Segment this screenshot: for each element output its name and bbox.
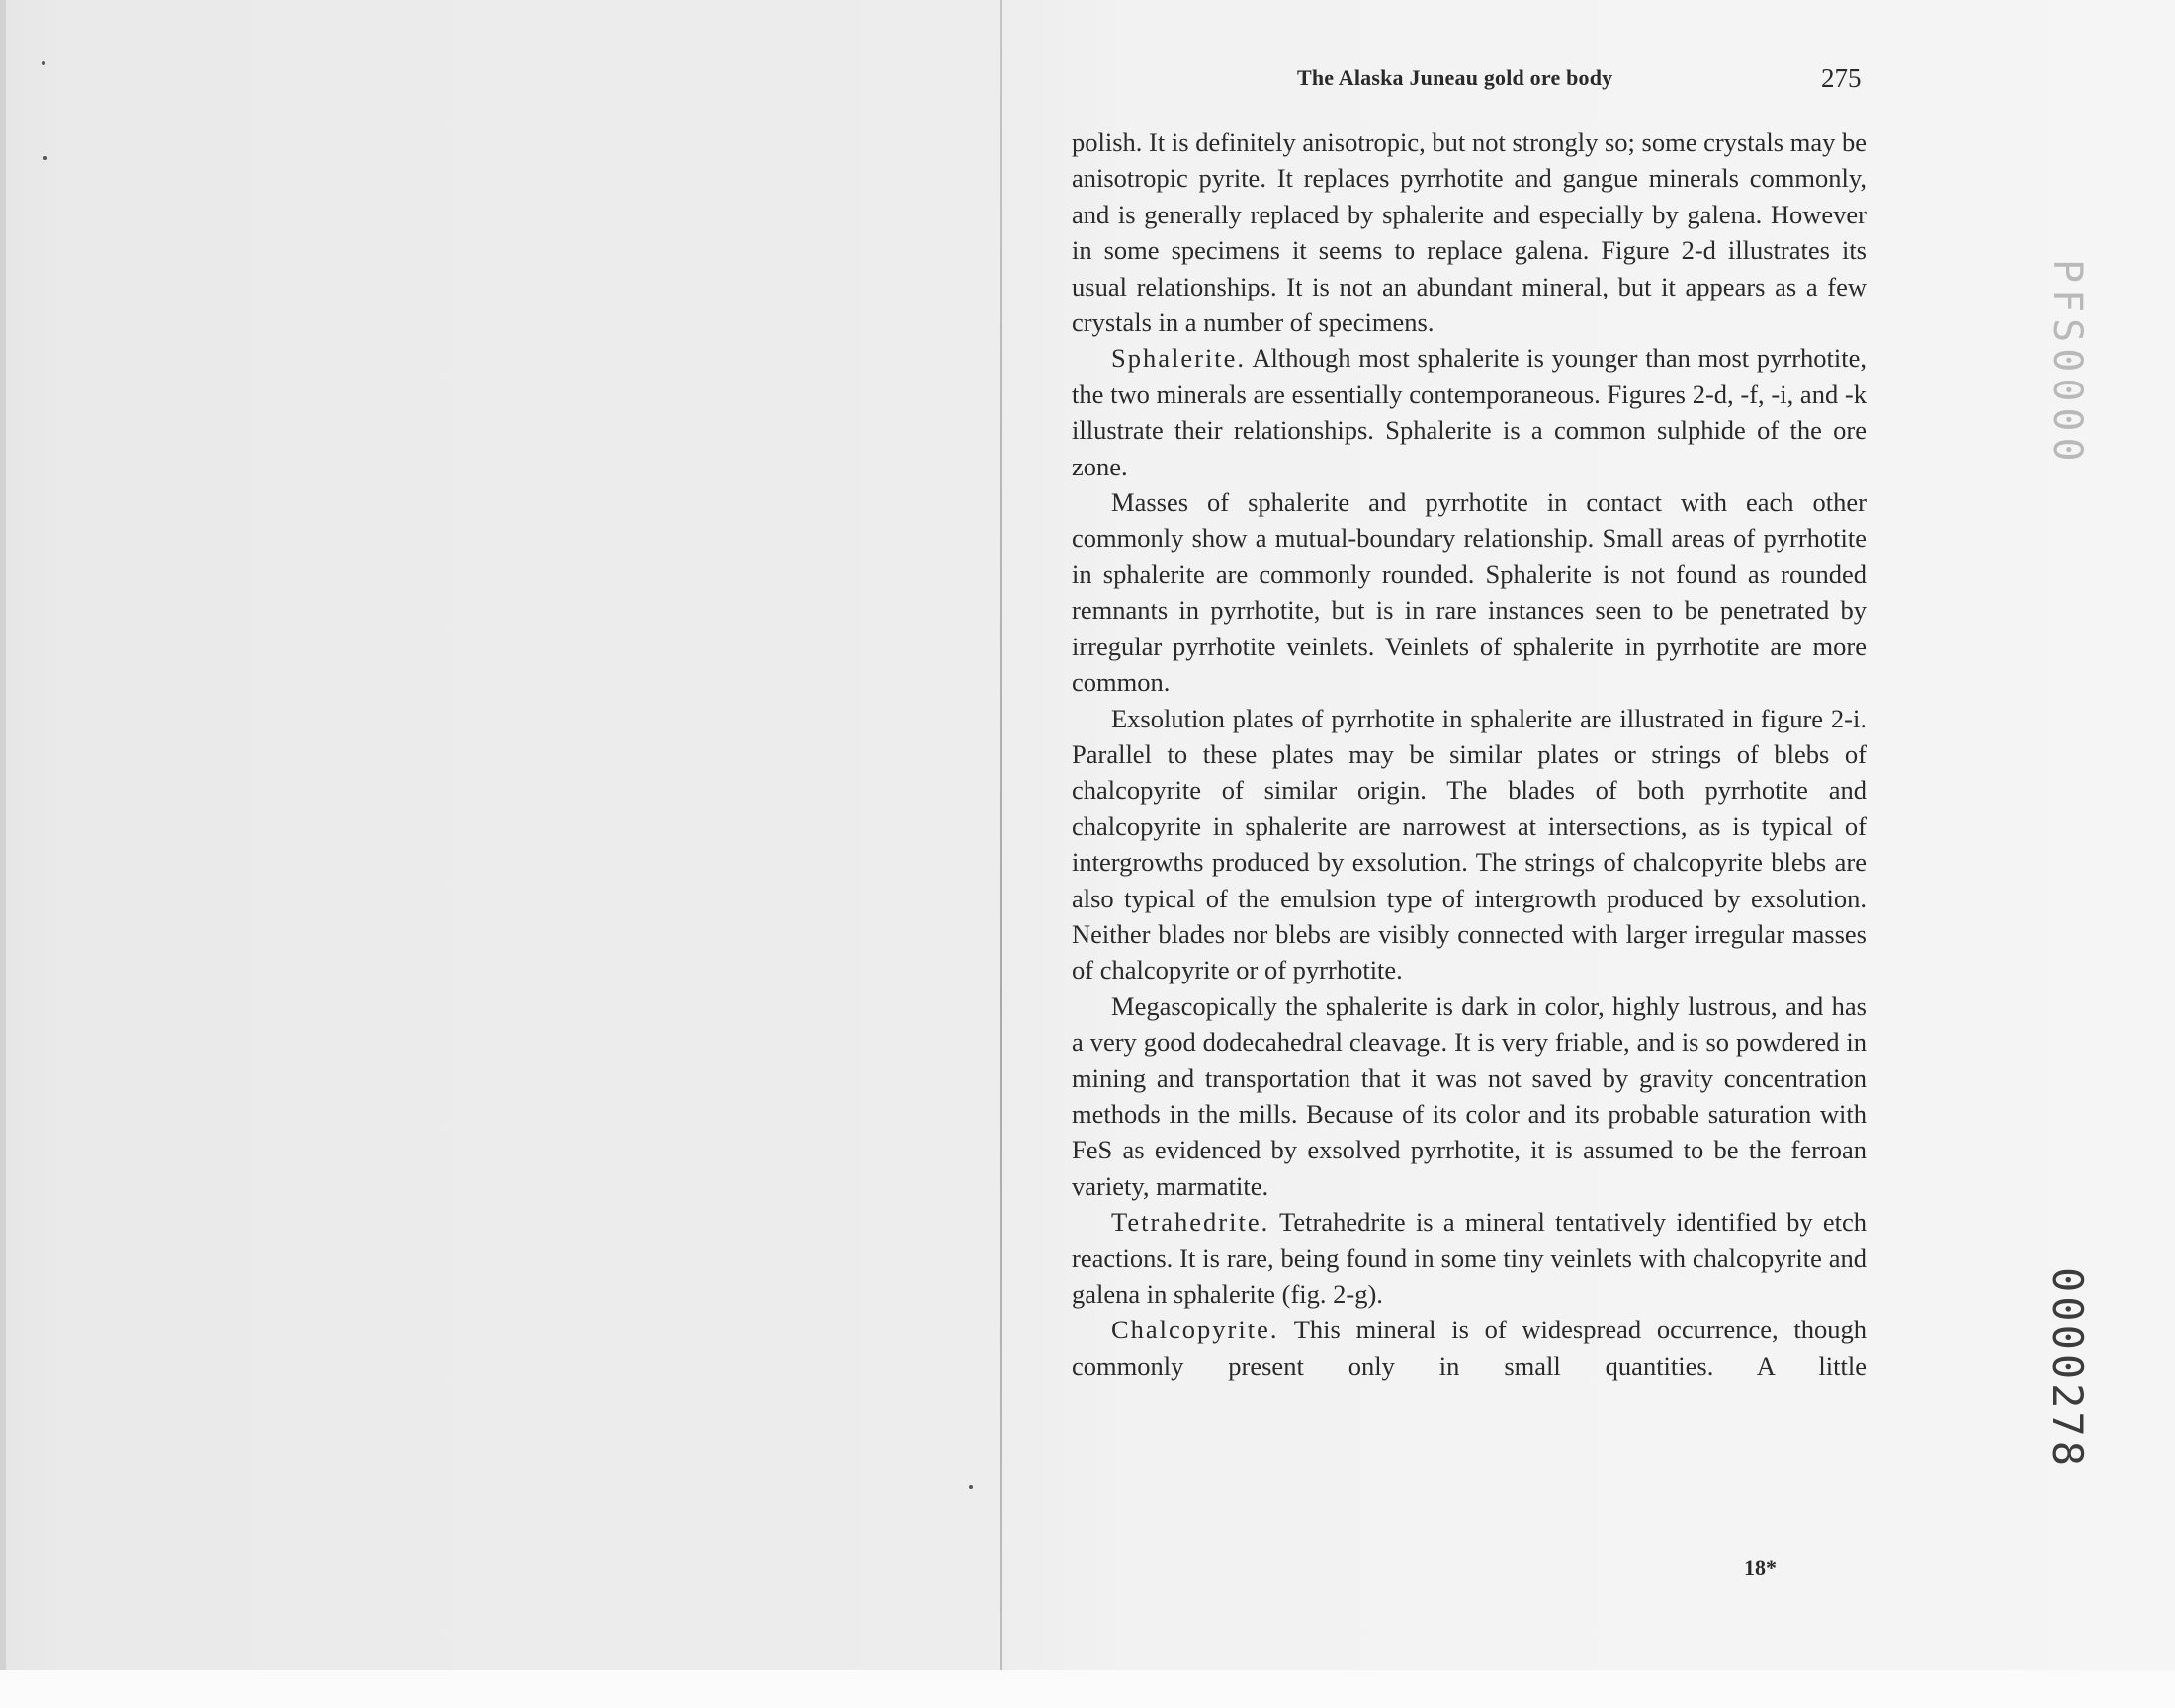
page-left-edge bbox=[0, 0, 6, 1670]
paragraph-text: Tetrahedrite is a mineral tentatively identified by etch reactions. It is rare, being found in some tiny veinlets with chalcopyrite and galena in sphalerite (fig. 2-g). bbox=[1072, 1207, 1867, 1309]
paragraph-text: This mineral is of widespread occurrence, though commonly present only in small quantities. A little bbox=[1072, 1315, 1867, 1381]
signature-mark: 18* bbox=[1744, 1555, 1777, 1580]
scan-speck bbox=[42, 61, 45, 65]
book-gutter-line bbox=[1000, 0, 1002, 1670]
paragraph-text: Megascopically the sphalerite is dark in color, highly lustrous, and has a very good dodecahedral cleavage. It is very friable, and is so powdered in mining and transportation that it was not saved by gravity concentration methods in the mills. Because of its color and its probable saturation with FeS as evidenced by exsolved pyrrhotite, it is assumed to be the ferroan variety, marmatite. bbox=[1072, 990, 1867, 1201]
paragraph-text: Although most sphalerite is younger than most pyrrhotite, the two minerals are essentially contemporaneous. Figures 2-d, -f, -i, and -k illustrate their relationships. Sphalerite is a common sulphide of the ore zone. bbox=[1072, 343, 1867, 481]
page-number: 275 bbox=[1821, 63, 1862, 93]
paragraph bbox=[1072, 701, 1867, 988]
scan-speck bbox=[969, 1485, 973, 1489]
paragraph bbox=[1072, 340, 1867, 484]
paragraph bbox=[1072, 125, 1867, 340]
paragraph-text: Exsolution plates of pyrrhotite in sphalerite are illustrated in figure 2-i. Parallel to these plates may be similar plates or strings of blebs of chalcopyrite of similar origin. The blades of both pyrrhotite and chalcopyrite in sphalerite are narrowest at intersections, as is typical of intergrowths produced by exsolution. The strings of chalcopyrite blebs are also typical of the emulsion type of intergrowth produced by exsolution. Neither blades nor blebs are visibly connected with larger irregular masses of chalcopyrite or of pyrrhotite. bbox=[1072, 703, 1867, 985]
scan-speck bbox=[44, 156, 47, 160]
paragraph bbox=[1072, 1312, 1867, 1384]
running-head: The Alaska Juneau gold ore body bbox=[1297, 65, 1613, 90]
paragraph bbox=[1072, 988, 1867, 1204]
archive-stamp-faded: PFS0000 bbox=[2044, 259, 2090, 468]
scanner-bottom-margin bbox=[0, 1670, 2175, 1708]
mineral-heading: Chalcopyrite. bbox=[1111, 1315, 1279, 1345]
body-text bbox=[1072, 125, 1867, 1384]
paragraph-text: Masses of sphalerite and pyrrhotite in contact with each other commonly show a mutual-boundary relationship. Small areas of pyrrhotite in sphalerite are commonly rounded. Sphalerite is not found as rounded remnants in pyrrhotite, but is in rare instances seen to be penetrated by irregular pyrrhotite veinlets. Veinlets of sphalerite in pyrrhotite are more common. bbox=[1072, 487, 1867, 698]
mineral-heading: Sphalerite. bbox=[1111, 343, 1247, 374]
paragraph bbox=[1072, 484, 1867, 700]
mineral-heading: Tetrahedrite. bbox=[1111, 1207, 1270, 1238]
paragraph bbox=[1072, 1204, 1867, 1312]
archive-stamp-number: 0000278 bbox=[2044, 1267, 2092, 1471]
paragraph-text: polish. It is definitely anisotropic, but not strongly so; some crystals may be anisotropic pyrite. It replaces pyrrhotite and gangue minerals commonly, and is generally replaced by sphalerite and especially by galena. However in some specimens it seems to replace galena. Figure 2-d illustrates its usual relationships. It is not an abundant mineral, but it appears as a few crystals in a number of specimens. bbox=[1072, 128, 1867, 338]
